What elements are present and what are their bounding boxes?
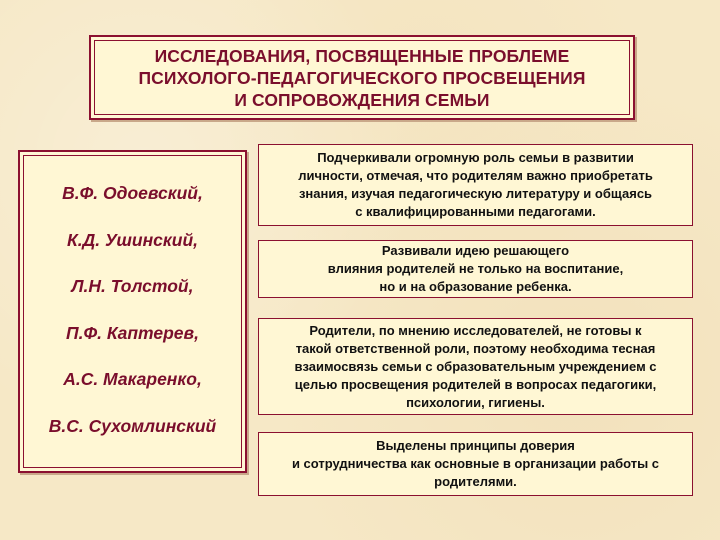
researcher-name: В.С. Сухомлинский (48, 415, 217, 436)
researcher-name: Л.Н. Толстой, (71, 276, 194, 297)
finding-text (298, 149, 653, 221)
finding-line: с квалифицированными педагогами. (355, 204, 596, 219)
title-inner-frame (94, 40, 630, 115)
finding-box-school-link (258, 318, 693, 415)
finding-line: Подчеркивали огромную роль семьи в развитии (317, 150, 634, 165)
finding-box-trust-principles (258, 432, 693, 496)
finding-line: и сотрудничества как основные в организации работы с (291, 456, 660, 471)
finding-line: личности, отмечая, что родителям важно приобретать (298, 168, 653, 183)
finding-line: целью просвещения родителей в вопросах педагогики, (294, 376, 657, 392)
finding-line: знания, изучая педагогическую литературу и общаясь (298, 186, 653, 201)
researchers-frame (18, 150, 247, 473)
researcher-name: А.С. Макаренко, (63, 369, 202, 390)
title-line: ИССЛЕДОВАНИЯ, ПОСВЯЩЕННЫЕ ПРОБЛЕМЕ (154, 45, 570, 66)
finding-line: влияния родителей не только на воспитание, (327, 261, 624, 276)
finding-line: но и на образование ребенка. (379, 279, 572, 294)
finding-box-parent-influence (258, 240, 693, 298)
finding-line: Родители, по мнению исследователей, не готовы к (309, 322, 642, 338)
researcher-name: В.Ф. Одоевский, (62, 183, 203, 204)
finding-line: взаимосвязь семьи с образовательным учреждением с (294, 358, 657, 374)
slide-title (138, 45, 585, 111)
researchers-list (23, 155, 242, 468)
finding-line: психологии, гигиены. (406, 394, 545, 410)
finding-text (294, 322, 656, 412)
researcher-name: П.Ф. Каптерев, (66, 322, 199, 343)
finding-line: Развивали идею решающего (381, 243, 570, 258)
finding-text (328, 242, 623, 296)
title-frame (89, 35, 635, 120)
finding-text (292, 437, 659, 491)
title-line: ПСИХОЛОГО-ПЕДАГОГИЧЕСКОГО ПРОСВЕЩЕНИЯ (138, 67, 586, 88)
title-line: И СОПРОВОЖДЕНИЯ СЕМЬИ (234, 89, 490, 110)
finding-line: родителями. (434, 474, 517, 489)
finding-box-family-role (258, 144, 693, 226)
finding-line: такой ответственной роли, поэтому необходима тесная (295, 340, 656, 356)
researcher-name: К.Д. Ушинский, (66, 229, 199, 250)
finding-line: Выделены принципы доверия (376, 438, 575, 453)
